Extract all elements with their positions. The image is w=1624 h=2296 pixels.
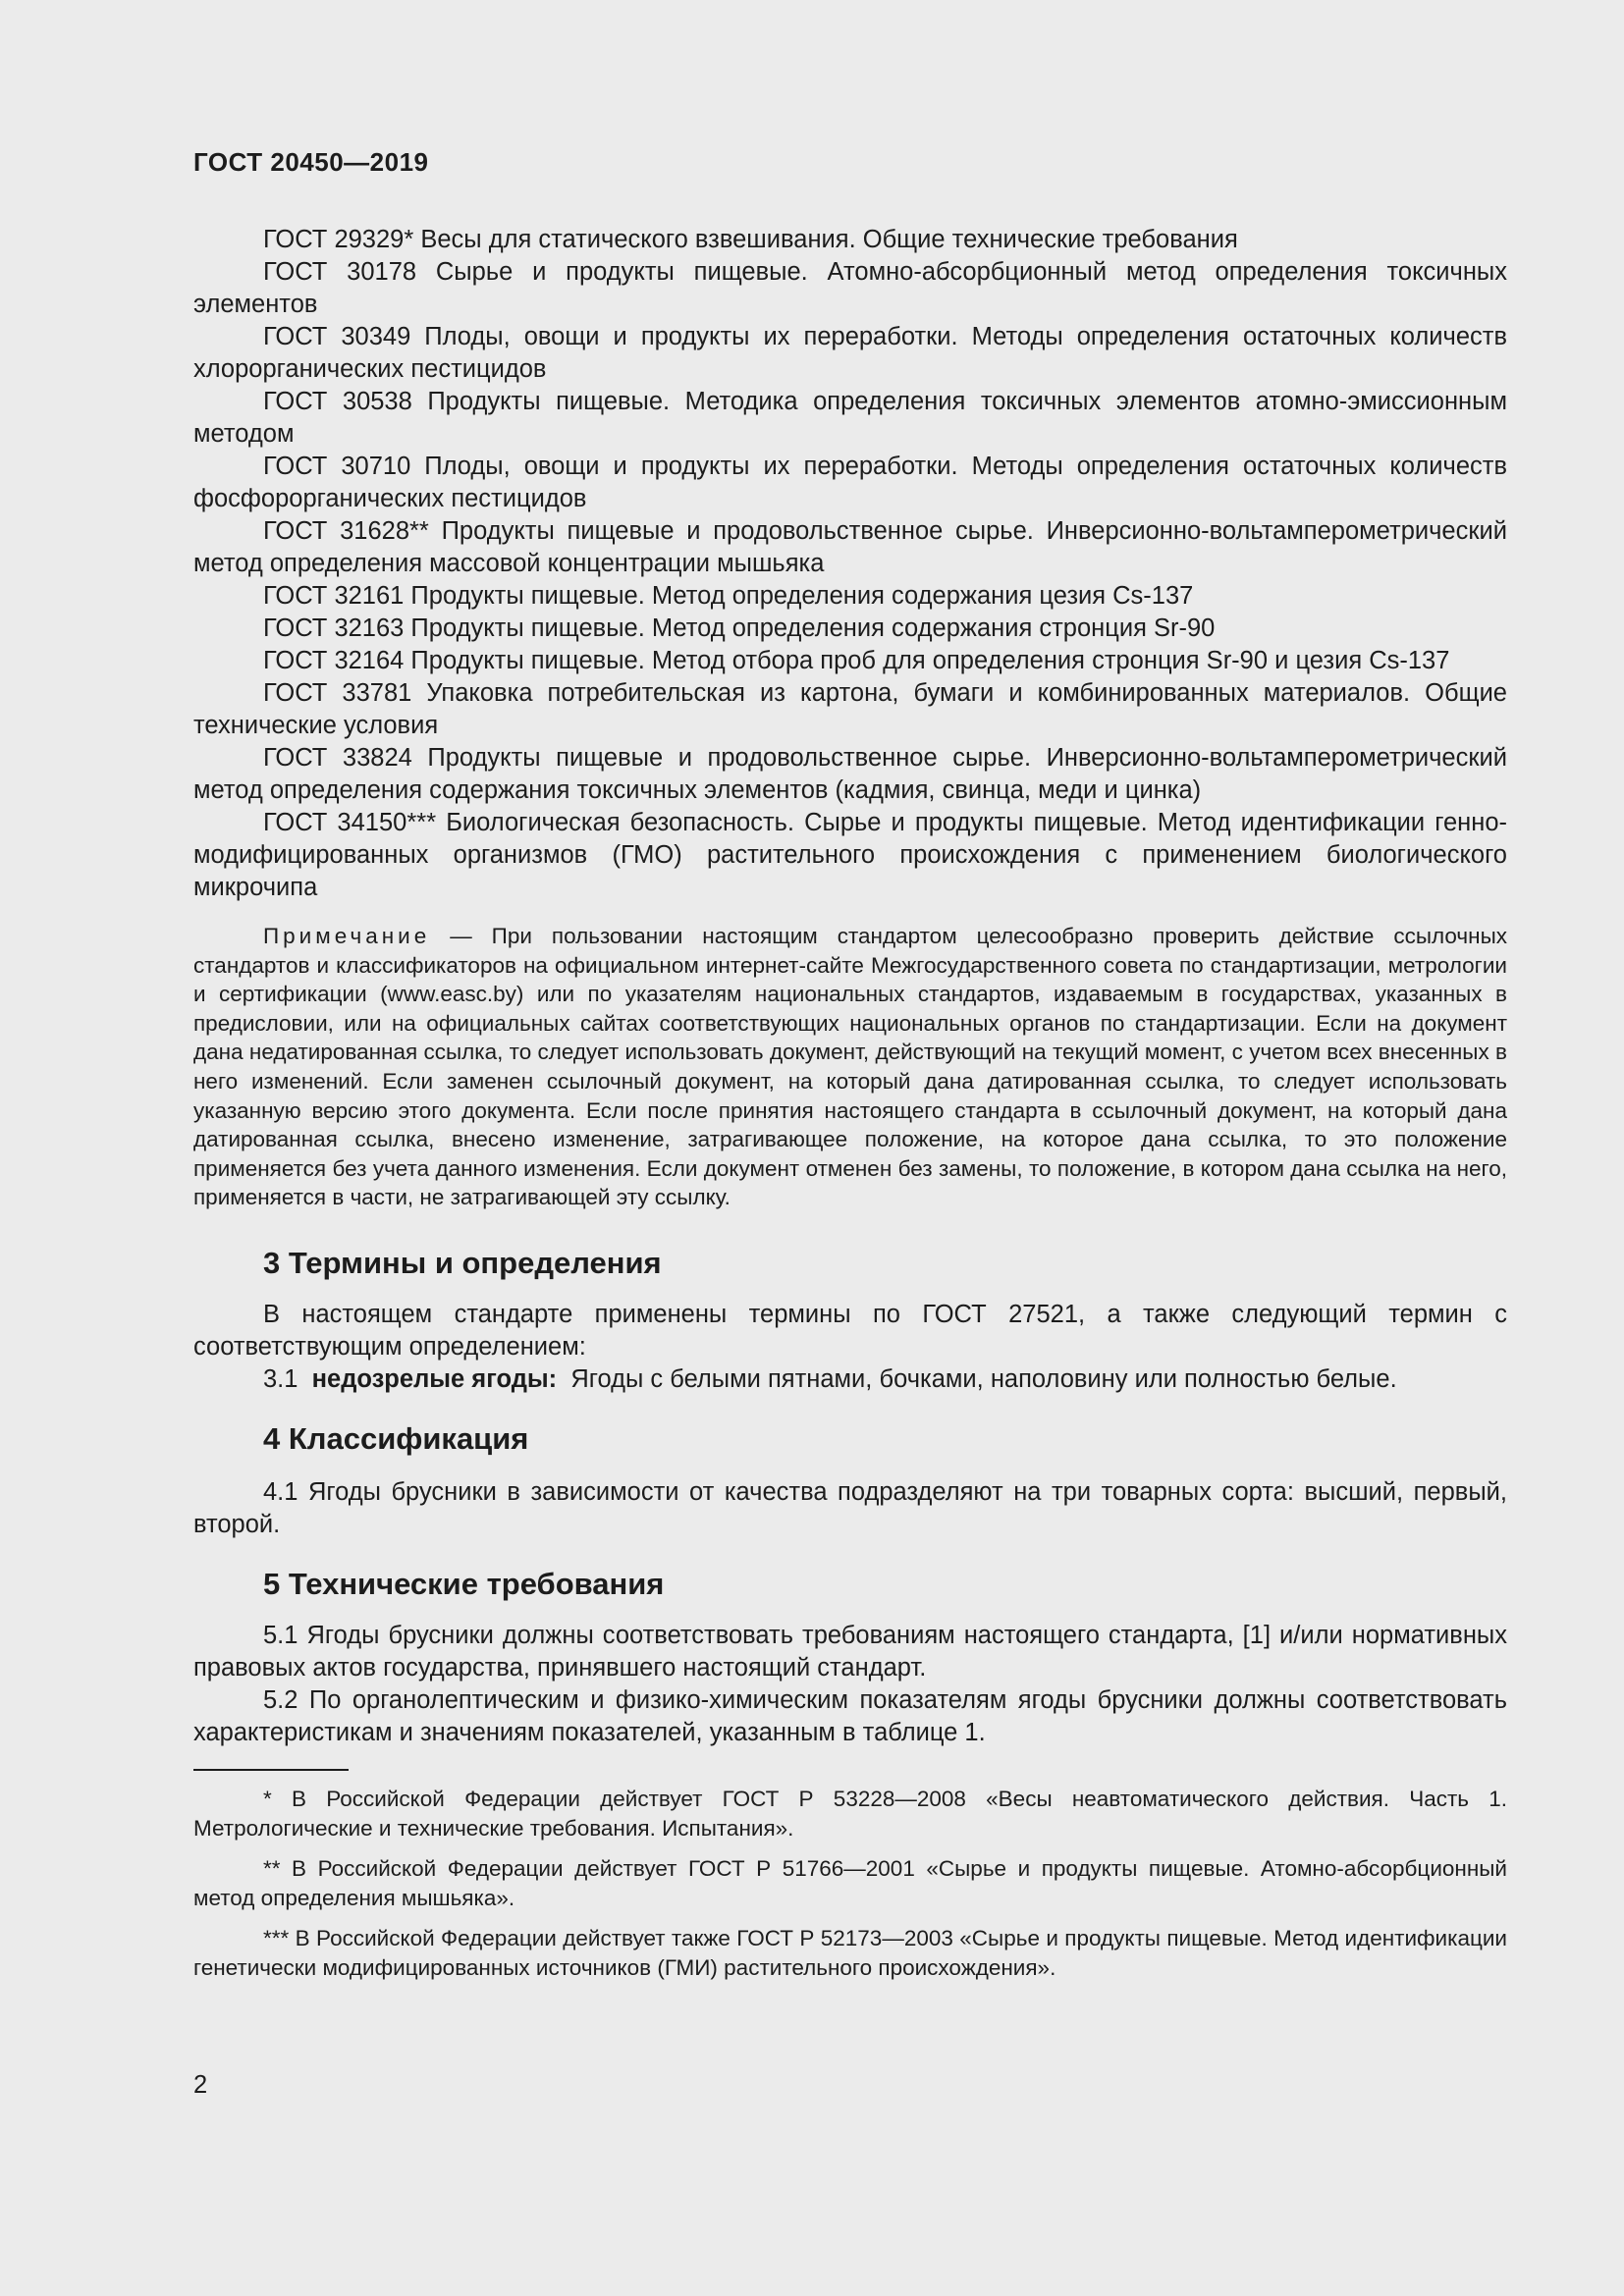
term-number: 3.1 (263, 1364, 298, 1393)
document-code-header: ГОСТ 20450—2019 (193, 147, 429, 177)
reference-item: ГОСТ 31628** Продукты пищевые и продовольственное сырье. Инверсионно-вольтамперометрический метод определения массовой концентрации мышьяка (193, 517, 1507, 577)
reference-item: ГОСТ 30178 Сырье и продукты пищевые. Атомно-абсорбционный метод определения токсичных элементов (193, 258, 1507, 318)
page-number: 2 (193, 2071, 208, 2099)
note-text: — При пользовании настоящим стандартом целесообразно проверить действие ссылочных стандартов и классификаторов на официальном интернет-сайте Межгосударственного совета по стандартизации, метрологии и сертификации (www.easc.by) или по указателям национальных стандартов, издаваемым в государствах, указанных в предисловии, или на официальных сайтах соответствующих национальных органов по стандартизации. Если на документ дана недатированная ссылка, то следует использовать документ, действующий на текущий момент, с учетом всех внесенных в него изменений. Если заменен ссылочный документ, на который дана датированная ссылка, то следует использовать указанную версию этого документа. Если после принятия настоящего стандарта в ссылочный документ, на который дана датированная ссылка, внесено изменение, затрагивающее положение, на которое дана ссылка, то это положение применяется без учета данного изменения. Если документ отменен без замены, то положение, в котором дана ссылка на него, применяется в части, не затрагивающей эту ссылку. (193, 924, 1507, 1210)
term-definition (193, 1363, 1507, 1396)
reference-item: ГОСТ 30349 Плоды, овощи и продукты их переработки. Методы определения остаточных количеств хлорорганических пестицидов (193, 323, 1507, 383)
page-content (193, 224, 1507, 1995)
section-4-heading: 4 Классификация (263, 1420, 529, 1456)
footnotes (193, 1785, 1507, 1983)
term-name: недозрелые ягоды: (311, 1364, 558, 1393)
section-4-paragraph-1: 4.1 Ягоды брусники в зависимости от качества подразделяют на три товарных сорта: высший, первый, второй. (193, 1477, 1507, 1538)
reference-item: ГОСТ 32163 Продукты пищевые. Метод определения содержания стронция Sr-90 (263, 614, 1216, 642)
normative-references-list (193, 224, 1507, 904)
footnote-item: *** В Российской Федерации действует также ГОСТ Р 52173—2003 «Сырье и продукты пищевые. Метод идентификации генетически модифицированных источников (ГМИ) растительного происхождения». (193, 1926, 1507, 1980)
section-5-paragraph-2: 5.2 По органолептическим и физико-химическим показателям ягоды брусники должны соответствовать характеристикам и значениям показателей, указанным в таблице 1. (193, 1685, 1507, 1746)
reference-item: ГОСТ 32161 Продукты пищевые. Метод определения содержания цезия Cs-137 (263, 582, 1194, 610)
footnote-separator (193, 1769, 349, 1771)
footnote-item: ** В Российской Федерации действует ГОСТ Р 51766—2001 «Сырье и продукты пищевые. Атомно-абсорбционный метод определения мышьяка». (193, 1856, 1507, 1910)
reference-item: ГОСТ 32164 Продукты пищевые. Метод отбора проб для определения стронция Sr-90 и цезия Cs-137 (263, 647, 1450, 674)
reference-item: ГОСТ 30710 Плоды, овощи и продукты их переработки. Методы определения остаточных количеств фосфорорганических пестицидов (193, 453, 1507, 512)
reference-item: ГОСТ 33781 Упаковка потребительская из картона, бумаги и комбинированных материалов. Общие технические условия (193, 679, 1507, 739)
reference-item: ГОСТ 30538 Продукты пищевые. Методика определения токсичных элементов атомно-эмиссионным методом (193, 388, 1507, 448)
section-3-intro: В настоящем стандарте применены термины по ГОСТ 27521, а также следующий термин с соответствующим определением: (193, 1300, 1507, 1361)
reference-item: ГОСТ 33824 Продукты пищевые и продовольственное сырье. Инверсионно-вольтамперометрический метод определения содержания токсичных элементов (кадмия, свинца, меди и цинка) (193, 744, 1507, 804)
section-5-paragraph-1: 5.1 Ягоды брусники должны соответствовать требованиям настоящего стандарта, [1] и/или нормативных правовых актов государства, принявшего настоящий стандарт. (193, 1621, 1507, 1682)
footnote-item: * В Российской Федерации действует ГОСТ Р 53228—2008 «Весы неавтоматического действия. Часть 1. Метрологические и технические требования. Испытания». (193, 1786, 1507, 1841)
section-5-heading: 5 Технические требования (263, 1566, 665, 1601)
term-definition-text: Ягоды с белыми пятнами, бочками, наполовину или полностью белые. (570, 1364, 1397, 1393)
note-paragraph (193, 922, 1507, 1212)
note-label: Примечание (263, 924, 431, 948)
section-3-heading: 3 Термины и определения (263, 1245, 662, 1280)
reference-item: ГОСТ 34150*** Биологическая безопасность. Сырье и продукты пищевые. Метод идентификации генно-модифицированных организмов (ГМО) растительного происхождения с применением биологического микрочипа (193, 809, 1507, 901)
reference-item: ГОСТ 29329* Весы для статического взвешивания. Общие технические требования (263, 226, 1238, 253)
